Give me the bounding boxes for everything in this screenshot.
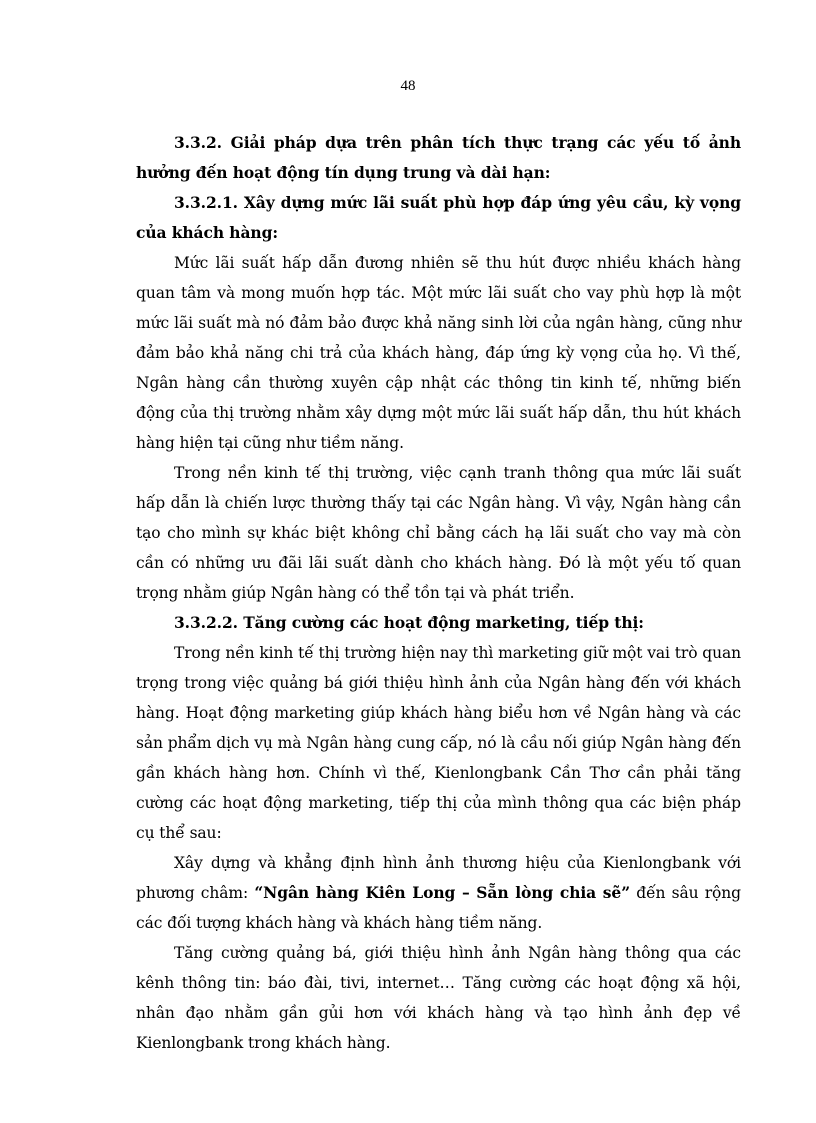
brand-text-before: Xây dựng và khẳng định hình ảnh thương hiệu của Kienlongbank với phương châm: xyxy=(136,854,741,902)
paragraph-promotion: Tăng cường quảng bá, giới thiệu hình ảnh Ngân hàng thông qua các kênh thông tin: báo đài, tivi, internet… Tăng cường các hoạt động xã hội, nhân đạo nhằm gần gủi hơn với khách hàng và tạo hình ảnh đẹp về Kienlongbank trong khách hàng. xyxy=(136,944,741,1052)
section-heading-3-3-2-2: 3.3.2.2. Tăng cường các hoạt động marketing, tiếp thị: xyxy=(174,613,644,632)
paragraph-competition: Trong nền kinh tế thị trường, việc cạnh tranh thông qua mức lãi suất hấp dẫn là chiến lược thường thấy tại các Ngân hàng. Vì vậy, Ngân hàng cần tạo cho mình sự khác biệt không chỉ bằng cách hạ lãi suất cho vay mà còn cần có những ưu đãi lãi suất dành cho khách hàng. Đó là một yếu tố quan trọng nhằm giúp Ngân hàng có thể tồn tại và phát triển. xyxy=(136,464,741,602)
brand-slogan: “Ngân hàng Kiên Long – Sẵn lòng chia sẽ” xyxy=(254,883,631,902)
brand-text-after: đến sâu rộng các đối tượng khách hàng và khách hàng tiềm năng. xyxy=(136,884,741,932)
paragraph-interest-rate: Mức lãi suất hấp dẫn đương nhiên sẽ thu hút được nhiều khách hàng quan tâm và mong muốn hợp tác. Một mức lãi suất cho vay phù hợp là một mức lãi suất mà nó đảm bảo được khả năng sinh lời của ngân hàng, cũng như đảm bảo khả năng chi trả của khách hàng, đáp ứng kỳ vọng của họ. Vì thế, Ngân hàng cần thường xuyên cập nhật các thông tin kinh tế, những biến động của thị trường nhằm xây dựng một mức lãi suất hấp dẫn, thu hút khách hàng hiện tại cũng như tiềm năng. xyxy=(136,254,741,452)
section-heading-3-3-2-1: 3.3.2.1. Xây dựng mức lãi suất phù hợp đáp ứng yêu cầu, kỳ vọng của khách hàng: xyxy=(136,193,741,242)
section-heading-3-3-2: 3.3.2. Giải pháp dựa trên phân tích thực trạng các yếu tố ảnh hưởng đến hoạt động tín dụng trung và dài hạn: xyxy=(136,133,741,182)
paragraph-marketing: Trong nền kinh tế thị trường hiện nay thì marketing giữ một vai trò quan trọng trong việc quảng bá giới thiệu hình ảnh của Ngân hàng đến với khách hàng. Hoạt động marketing giúp khách hàng biểu hơn về Ngân hàng và các sản phẩm dịch vụ mà Ngân hàng cung cấp, nó là cầu nối giúp Ngân hàng đến gần khách hàng hơn. Chính vì thế, Kienlongbank Cần Thơ cần phải tăng cường các hoạt động marketing, tiếp thị của mình thông qua các biện pháp cụ thể sau: xyxy=(136,644,741,842)
page-number: 48 xyxy=(400,78,416,94)
document-body xyxy=(136,128,741,1058)
paragraph-brand xyxy=(136,848,741,938)
